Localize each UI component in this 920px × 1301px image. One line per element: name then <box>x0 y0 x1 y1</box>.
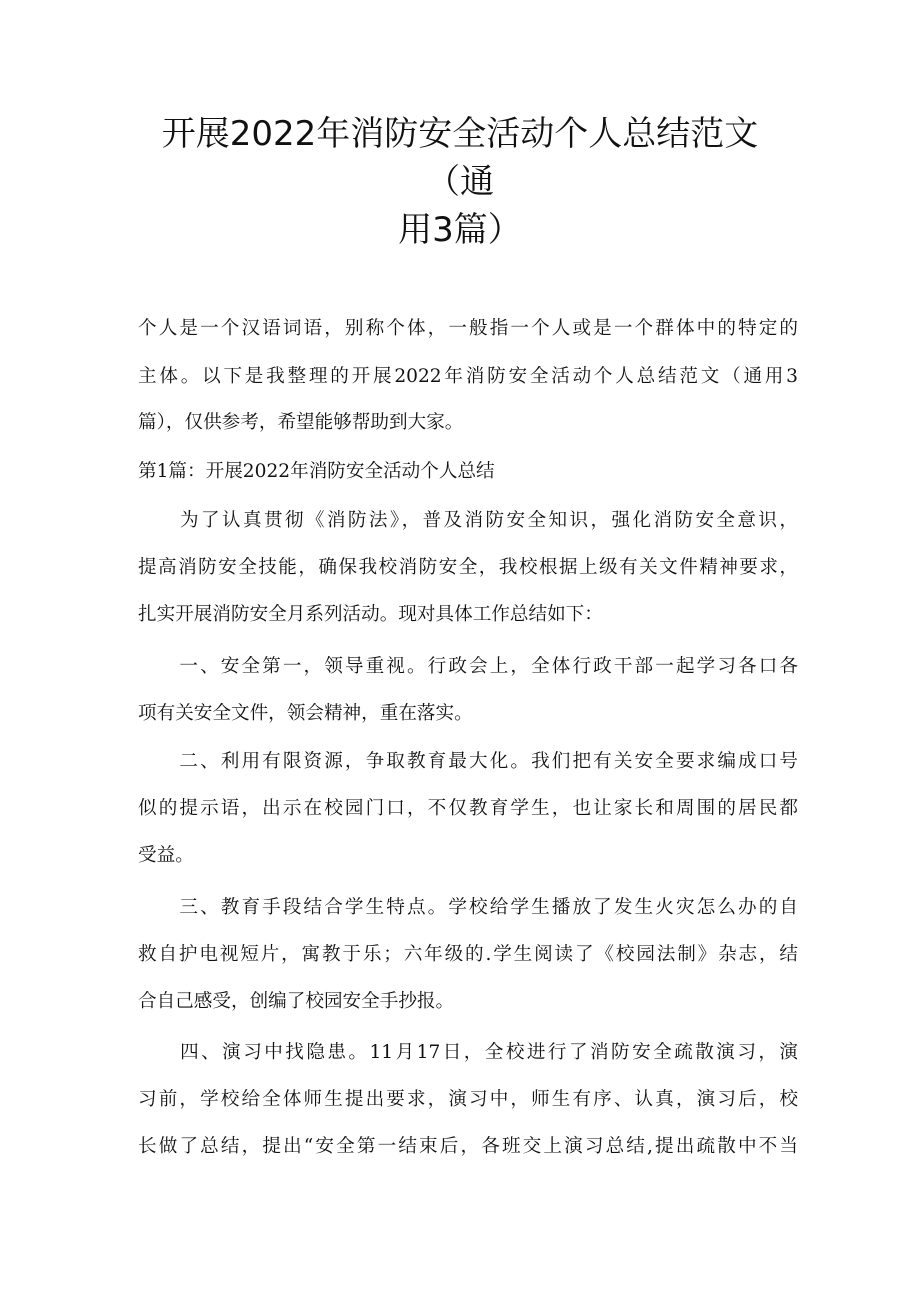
body-line-p5-3: 长做了总结，提出“安全第一结束后，各班交上演习总结,提出疏散中不当 <box>138 1136 798 1157</box>
body-line-p3-2: 似的提示语，出示在校园门口，不仅教育学生，也让家长和周围的居民都 <box>138 798 798 819</box>
body-line-p2-2: 项有关安全文件，领会精神，重在落实。 <box>138 703 473 724</box>
body-line-p3-1: 二、利用有限资源，争取教育最大化。我们把有关安全要求编成口号 <box>138 751 798 772</box>
body-line-p4-3: 合自己感受，创编了校园安全手抄报。 <box>138 991 455 1012</box>
body-line-p3-3: 受益。 <box>138 845 194 866</box>
body-line-p1-1: 为了认真贯彻《消防法》，普及消防安全知识，强化消防安全意识， <box>138 510 798 531</box>
body-line-p1-2: 提高消防安全技能，确保我校消防安全，我校根据上级有关文件精神要求， <box>138 557 798 578</box>
body-line-p2-1: 一、安全第一，领导重视。行政会上，全体行政干部一起学习各口各 <box>138 656 798 677</box>
section-heading-1: 第1篇：开展2022年消防安全活动个人总结 <box>138 461 495 482</box>
body-line-p1-3: 扎实开展消防安全月系列活动。现对具体工作总结如下： <box>138 604 603 625</box>
document-title-line-1: 开展2022年消防安全活动个人总结范文 <box>161 114 759 154</box>
document-title-line-2: （通 <box>426 162 494 202</box>
body-line-intro-3: 篇），仅供参考，希望能够帮助到大家。 <box>138 412 464 433</box>
body-line-intro-1: 个人是一个汉语词语，别称个体，一般指一个人或是一个群体中的特定的 <box>138 318 798 339</box>
body-line-p4-2: 救自护电视短片，寓教于乐；六年级的.学生阅读了《校园法制》杂志，结 <box>138 944 798 965</box>
body-line-p4-1: 三、教育手段结合学生特点。学校给学生播放了发生火灾怎么办的自 <box>138 897 798 918</box>
body-line-intro-2: 主体。以下是我整理的开展2022年消防安全活动个人总结范文（通用3 <box>138 366 798 387</box>
body-line-p5-1: 四、演习中找隐患。11月17日，全校进行了消防安全疏散演习，演 <box>138 1042 798 1063</box>
body-line-p5-2: 习前，学校给全体师生提出要求，演习中，师生有序、认真，演习后，校 <box>138 1089 798 1110</box>
document-title-line-3: 用3篇） <box>398 210 522 250</box>
